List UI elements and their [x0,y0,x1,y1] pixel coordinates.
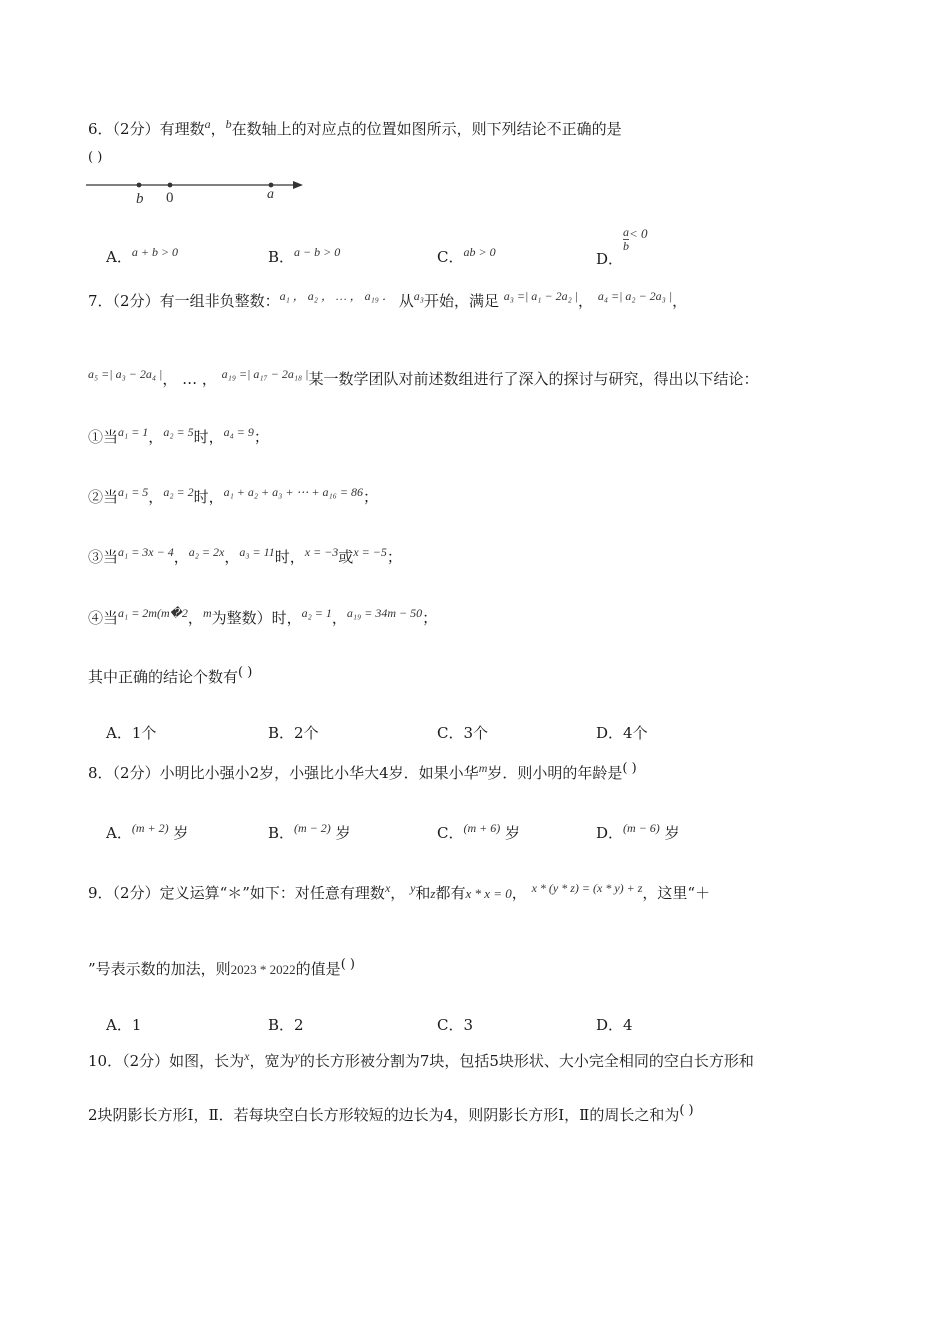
q7-option-c [437,722,488,743]
q8-score: （2分） [112,764,160,782]
option-expr: (m − 6) [623,821,660,835]
c1-e3: a₄ = 9 [223,425,254,439]
c3-e2: a₂ = 2x [188,545,225,559]
q9-paren: ( ) [340,957,355,972]
c3-or: 或 [338,548,354,566]
q9-stem [88,882,710,903]
q9-y: y [410,881,416,895]
q7-conclusion-1 [88,426,269,447]
option-label: B． [268,724,295,742]
q10-stem1: 如图，长为 [169,1052,245,1070]
point-zero [168,183,173,188]
q6-option-b [268,246,340,267]
q10-y: y [294,1049,300,1063]
c4-e2: m [202,606,212,620]
c1-mark: ①当 [88,428,119,446]
q7-conclusion-3 [88,546,402,567]
q7-rel2: a₄ =| a₂ − 2a₃ | [597,289,673,303]
q7-ellipsis: ， … ， [162,370,217,388]
q8-option-a [106,822,188,843]
option-expr: < 0 [629,225,648,241]
q7-question [88,666,252,687]
q6-stem-post: 在数轴上的对应点的位置如图所示，则下列结论不正确的是 [231,120,622,138]
option-label: D． [596,1016,624,1034]
c2-e2: a₂ = 2 [163,485,194,499]
q7-option-b [268,722,319,743]
q7-paren: ( ) [238,665,253,680]
q9-option-c [437,1014,473,1035]
q6-paren: ( ) [88,150,103,165]
c2-e1: a₁ = 5 [118,485,149,499]
c3-end: ； [386,548,402,566]
frac-den: b [623,239,630,253]
q7-stem [88,290,687,311]
c3-e4: x = −3 [304,545,339,559]
c1-time: 时， [193,428,224,446]
q10-stem2: ，宽为 [249,1052,295,1070]
option-label: D． [596,824,624,842]
option-label: C． [437,824,464,842]
q7-option-d [596,722,648,743]
option-label: C． [437,1016,464,1034]
label-zero: 0 [166,190,174,206]
c1-end: ； [253,428,269,446]
c3-mark: ③当 [88,548,119,566]
q6-sep: ， [210,120,226,138]
number-line-figure [86,176,306,206]
c2-end: ； [362,488,378,506]
q9-stem1: 定义运算“＊”如下：对任意有理数 [159,884,385,902]
option-text: 4 [623,1016,633,1034]
c3-e5: x = −5 [353,545,387,559]
q7-a3: a₃ [413,289,424,303]
option-text: 1 [131,1016,142,1034]
c4-mark: ④当 [88,609,119,627]
q9-all: 都有 [435,884,466,902]
c1-e1: a₁ = 1 [118,425,149,439]
q8-stem [88,762,637,783]
option-text: 3 [463,1016,474,1034]
c4-sep: ， [187,609,203,627]
c1-sep: ， [148,428,164,446]
option-label: A． [106,248,132,266]
q9-e2: x * (y * z) = (x * y) + z [531,881,643,895]
q7-seq: a₁ ， a₂ ， … ， a₁₉ ． [279,289,394,303]
q8-var-m: m [478,761,488,775]
c4-int: 为整数）时， [211,609,302,627]
q8-option-d [596,822,680,843]
c2-sep: ， [148,488,164,506]
c4-e4: a₁₉ = 34m − 50 [346,606,423,620]
c2-time: 时， [193,488,224,506]
c2-mark: ②当 [88,488,119,506]
q7-start: 开始，满足 [423,292,499,310]
option-expr: (m + 2) [131,821,169,835]
q9-e3: 2023 * 2022 [230,962,296,977]
option-expr: (m + 6) [463,821,501,835]
option-label: C． [437,724,464,742]
option-unit: 岁 [505,824,521,842]
q7-stem2: 某一数学团队对前述数组进行了深入的探讨与研究，得出以下结论： [308,370,759,388]
q7-rel4: a₁₉ =| a₁₇ − 2a₁₈ | [221,367,309,381]
q7-question-text: 其中正确的结论个数有 [88,668,239,686]
option-text: 2 [294,1016,304,1034]
q10-stem-2 [88,1104,694,1125]
q10-stem4: 2块阴影长方形Ⅰ，Ⅱ．若每块空白长方形较短的边长为4，则阴影长方形Ⅰ，Ⅱ的周长之和为 [88,1106,680,1124]
option-expr: a − b > 0 [294,245,341,259]
q7-rel1: a₃ =| a₁ − 2a₂ | [503,289,579,303]
option-unit: 岁 [173,824,189,842]
q7-conclusion-2 [88,486,378,507]
q10-number: 10． [88,1052,123,1070]
q9-stem-2 [88,958,355,979]
q8-paren: ( ) [622,761,637,776]
q6-var-b: b [225,117,232,131]
q9-and: 和 [415,884,431,902]
q6-option-c [437,246,496,267]
c4-sep2: ， [331,609,347,627]
option-label: B． [268,248,295,266]
q9-sep2: ， [511,884,527,902]
q7-option-a [106,722,156,743]
option-expr: (m − 2) [294,821,331,835]
q9-z: z [430,886,436,901]
option-text: 3个 [463,724,489,742]
q6-number: 6． [88,120,113,138]
option-label: B． [268,1016,295,1034]
c2-e3: a₁ + a₂ + a₃ + ⋯ + a₁₆ = 86 [223,485,363,499]
q9-option-b [268,1014,304,1035]
q7-rel3: a₅ =| a₃ − 2a₄ | [88,367,163,381]
option-label: D． [596,249,624,268]
q8-option-c [437,822,520,843]
label-a: a [267,187,274,202]
q9-option-a [106,1014,141,1035]
option-text: 2个 [294,724,319,742]
q9-option-d [596,1014,633,1035]
label-b: b [136,191,144,206]
point-b [137,183,142,188]
q10-score: （2分） [122,1052,170,1070]
q6-option-d [596,225,648,268]
q6-stem [88,118,622,139]
q9-number: 9． [88,884,113,902]
option-label: A． [106,824,132,842]
frac-num: a [623,225,630,239]
option-label: B． [268,824,295,842]
c3-e1: a₁ = 3x − 4 [118,545,174,559]
q8-option-b [268,822,351,843]
q7-comma2: ， [672,292,688,310]
q10-stem [88,1050,754,1071]
q7-number: 7． [88,292,113,310]
c4-e3: a₂ = 1 [301,606,332,620]
option-expr: a + b > 0 [131,245,179,259]
q10-paren: ( ) [679,1103,694,1118]
q7-conclusion-4 [88,607,437,628]
c3-time: 时， [274,548,305,566]
q7-stem1: 有一组非负整数： [159,292,280,310]
option-unit: 岁 [664,824,680,842]
option-text: 4个 [623,724,648,742]
q7-stem-2 [88,368,758,389]
option-unit: 岁 [335,824,351,842]
c4-end: ； [422,609,438,627]
q6-var-a: a [204,117,211,131]
q7-from: 从 [398,292,414,310]
q7-comma: ， [578,292,594,310]
q9-e1: x * x = 0 [465,886,512,901]
c3-sep2: ， [224,548,240,566]
q9-sep: ， [390,884,406,902]
q10-x: x [244,1049,250,1063]
c3-e3: a₃ = 11 [239,545,275,559]
q8-stem-post: 岁．则小明的年龄是 [487,764,623,782]
q9-stem3: ”号表示数的加法，则 [88,960,231,978]
q6-stem-pre: 有理数 [159,120,205,138]
c4-e1: a₁ = 2m(m�2 [118,606,188,620]
option-label: A． [106,724,132,742]
q10-stem3: 的长方形被分割为7块，包括5块形状、大小完全相同的空白长方形和 [299,1052,754,1070]
option-expr: ab > 0 [463,245,496,259]
q9-stem4: 的值是 [295,960,341,978]
q8-number: 8． [88,764,113,782]
q6-option-a [106,246,178,267]
q9-score: （2分） [112,884,160,902]
q9-stem2: ，这里“＋ [642,884,711,902]
c1-e2: a₂ = 5 [163,425,194,439]
option-label: A． [106,1016,132,1034]
option-label: D． [596,724,624,742]
option-label: C． [437,248,464,266]
c3-sep: ， [173,548,189,566]
q6-score: （2分） [112,120,160,138]
q9-x: x [384,881,391,895]
number-line-arrow [293,181,303,189]
option-text: 1个 [131,724,157,742]
q8-stem-pre: 小明比小强小2岁，小强比小华大4岁．如果小华 [159,764,479,782]
q7-score: （2分） [112,292,160,310]
